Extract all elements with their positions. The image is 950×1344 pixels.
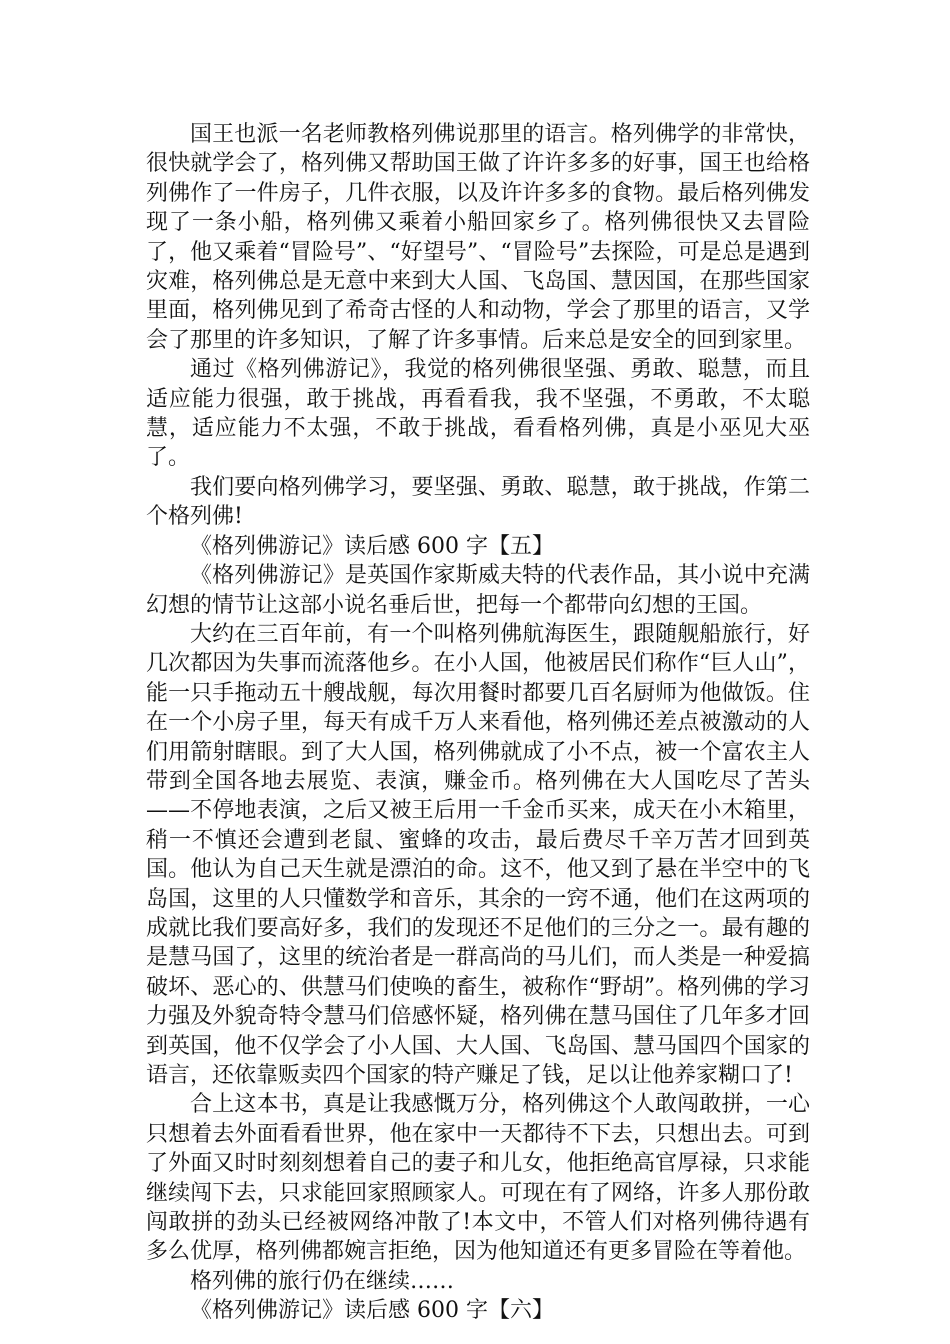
paragraph-closing-thoughts: 合上这本书，真是让我感慨万分，格列佛这个人敢闯敢拼，一心只想着去外面看看世界，他在家中一天都待不下去，只想出去。可到了外面又时时刻刻想着自己的妻子和儿女，他拒绝高官厚禄，只求能继续闯下去，只求能回家照顾家人。可现在有了网络，许多人那份敢闯敢拼的劲头已经被网络冲散了!本文中，不管人们对格列佛待遇有多么优厚，格列佛都婉言拒绝，因为他知道还有更多冒险在等着他。 [146,1092,810,1265]
document-body [146,120,810,1326]
section-heading-6: 《格列佛游记》读后感 600 字【六】 [190,1298,554,1324]
paragraph-journey-continues: 格列佛的旅行仍在继续…… [190,1268,455,1294]
paragraph-intro: 《格列佛游记》是英国作家斯威夫特的代表作品，其小说中充满幻想的情节让这部小说名垂后世，把每一个都带向幻想的王国。 [146,563,810,618]
paragraph-king-teacher: 国王也派一名老师教格列佛说那里的语言。格列佛学的非常快，很快就学会了，格列佛又帮助国王做了许许多多的好事，国王也给格列佛作了一件房子，几件衣服，以及许许多多的食物。最后格列佛发现了一条小船，格列佛又乘着小船回家乡了。格列佛很快又去冒险了，他又乘着“冒险号”、“好望号”、“冒险号”去探险，可是总是遇到灾难，格列佛总是无意中来到大人国、飞岛国、慧因国，在那些国家里面，格列佛见到了希奇古怪的人和动物，学会了那里的语言，又学会了那里的许多知识，了解了许多事情。后来总是安全的回到家里。 [146,122,810,353]
paragraph-reflection: 通过《格列佛游记》，我觉的格列佛很坚强、勇敢、聪慧，而且适应能力很强，敢于挑战，再看看我，我不坚强，不勇敢，不太聪慧，适应能力不太强，不敢于挑战，看看格列佛，真是小巫见大巫了。 [146,357,810,471]
paragraph-learn-from-gulliver: 我们要向格列佛学习，要坚强、勇敢、聪慧，敢于挑战，作第二个格列佛! [146,474,810,530]
section-heading-5: 《格列佛游记》读后感 600 字【五】 [190,533,554,559]
paragraph-story-summary: 大约在三百年前，有一个叫格列佛航海医生，跟随舰船旅行，好几次都因为失事而流落他乡。在小人国，他被居民们称作“巨人山”，能一只手拖动五十艘战舰，每次用餐时都要几百名厨师为他做饭。住在一个小房子里，每天有成千万人来看他，格列佛还差点被激动的人们用箭射瞎眼。到了大人国，格列佛就成了小不点，被一个富农主人带到全国各地去展览、表演，赚金币。格列佛在大人国吃尽了苦头——不停地表演，之后又被王后用一千金币买来，成天在小木箱里，稍一不慎还会遭到老鼠、蜜蜂的攻击，最后费尽千辛万苦才回到英国。他认为自己天生就是漂泊的命。这不，他又到了悬在半空中的飞岛国，这里的人只懂数学和音乐，其余的一窍不通，他们在这两项的成就比我们要高好多，我们的发现还不足他们的三分之一。最有趣的是慧马国了，这里的统治者是一群高尚的马儿们，而人类是一种爱搞破坏、恶心的、供慧马们使唤的畜生，被称作“野胡”。格列佛的学习力强及外貌奇特令慧马们倍感怀疑，格列佛在慧马国住了几年多才回到英国，他不仅学会了小人国、大人国、飞岛国、慧马国四个国家的语言，还依靠贩卖四个国家的特产赚足了钱，足以让他养家糊口了! [146,621,810,1088]
